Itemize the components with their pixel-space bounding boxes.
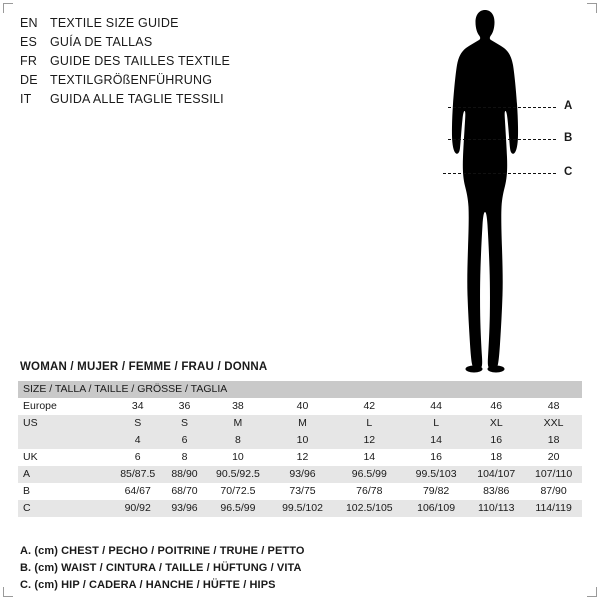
table-cell: 85/87.5: [111, 466, 164, 483]
measure-line-b: [448, 139, 556, 140]
table-cell: 18: [467, 449, 525, 466]
table-cell: L: [334, 415, 405, 432]
note-waist: B. (cm) WAIST / CINTURA / TAILLE / HÜFTUNG / VITA: [20, 562, 302, 574]
table-cell: 90.5/92.5: [205, 466, 272, 483]
table-cell: 88/90: [164, 466, 204, 483]
table-cell: 96.5/99: [205, 500, 272, 517]
table-cell: 6: [164, 432, 204, 449]
table-row: [18, 415, 582, 432]
table-cell: 20: [525, 449, 582, 466]
table-row: [18, 432, 582, 449]
note-hip: C. (cm) HIP / CADERA / HANCHE / HÜFTE / HIPS: [20, 579, 276, 591]
table-cell: 8: [205, 432, 272, 449]
table-row: [18, 483, 582, 500]
table-cell: 6: [111, 449, 164, 466]
measure-label-c: C: [564, 166, 573, 178]
table-cell: 4: [111, 432, 164, 449]
table-cell: XXL: [525, 415, 582, 432]
table-cell: 114/119: [525, 500, 582, 517]
table-cell: 36: [164, 398, 204, 415]
table-row: [18, 500, 582, 517]
table-cell: XL: [467, 415, 525, 432]
row-label: B: [18, 483, 111, 500]
table-cell: M: [205, 415, 272, 432]
table-cell: 68/70: [164, 483, 204, 500]
measurement-figure: [380, 8, 590, 378]
language-row: [20, 14, 350, 33]
table-cell: 87/90: [525, 483, 582, 500]
section-heading: WOMAN / MUJER / FEMME / FRAU / DONNA: [20, 361, 268, 373]
table-cell: 83/86: [467, 483, 525, 500]
table-row: [18, 449, 582, 466]
table-cell: 104/107: [467, 466, 525, 483]
table-cell: 14: [405, 432, 467, 449]
female-silhouette-icon: [430, 8, 540, 373]
table-cell: 64/67: [111, 483, 164, 500]
table-cell: 40: [271, 398, 333, 415]
table-cell: 79/82: [405, 483, 467, 500]
table-cell: 110/113: [467, 500, 525, 517]
table-cell: 107/110: [525, 466, 582, 483]
language-code: IT: [20, 92, 32, 106]
table-header-cell: SIZE / TALLA / TAILLE / GRÖSSE / TAGLIA: [18, 381, 582, 398]
table-cell: S: [164, 415, 204, 432]
measurement-notes: [20, 543, 520, 594]
table-cell: 48: [525, 398, 582, 415]
table-cell: 10: [271, 432, 333, 449]
table-cell: L: [405, 415, 467, 432]
measure-line-a: [448, 107, 556, 108]
row-label: US: [18, 415, 111, 432]
row-label: [18, 432, 111, 449]
table-cell: 44: [405, 398, 467, 415]
language-code: FR: [20, 54, 38, 68]
language-code: DE: [20, 73, 38, 87]
row-label: Europe: [18, 398, 111, 415]
table-cell: 76/78: [334, 483, 405, 500]
table-cell: 70/72.5: [205, 483, 272, 500]
table-header-row: [18, 381, 582, 398]
table-cell: 8: [164, 449, 204, 466]
table-cell: 99.5/103: [405, 466, 467, 483]
table-row: [18, 466, 582, 483]
table-cell: 16: [467, 432, 525, 449]
table-cell: 16: [405, 449, 467, 466]
language-title: GUIDE DES TAILLES TEXTILE: [50, 54, 231, 68]
note-chest: A. (cm) CHEST / PECHO / POITRINE / TRUHE / PETTO: [20, 545, 305, 557]
measure-line-c: [443, 173, 556, 174]
language-row: [20, 90, 350, 109]
measure-label-a: A: [564, 100, 573, 112]
size-table: [18, 381, 582, 517]
table-cell: 73/75: [271, 483, 333, 500]
language-title: GUÍA DE TALLAS: [50, 35, 153, 49]
corner-mark-bottom-left: [3, 587, 13, 597]
table-cell: 18: [525, 432, 582, 449]
language-title-list: [20, 14, 350, 109]
table-cell: 90/92: [111, 500, 164, 517]
table-row: [18, 398, 582, 415]
table-cell: 14: [334, 449, 405, 466]
language-title: GUIDA ALLE TAGLIE TESSILI: [50, 92, 224, 106]
corner-mark-top-left: [3, 3, 13, 13]
table-cell: S: [111, 415, 164, 432]
table-cell: 38: [205, 398, 272, 415]
language-code: EN: [20, 16, 38, 30]
table-cell: M: [271, 415, 333, 432]
table-cell: 93/96: [271, 466, 333, 483]
table-cell: 93/96: [164, 500, 204, 517]
row-label: UK: [18, 449, 111, 466]
table-cell: 46: [467, 398, 525, 415]
language-code: ES: [20, 35, 38, 49]
table-cell: 106/109: [405, 500, 467, 517]
measure-label-b: B: [564, 132, 573, 144]
row-label: C: [18, 500, 111, 517]
language-title: TEXTILE SIZE GUIDE: [50, 16, 179, 30]
table-cell: 12: [271, 449, 333, 466]
table-cell: 10: [205, 449, 272, 466]
language-row: [20, 52, 350, 71]
table-cell: 102.5/105: [334, 500, 405, 517]
row-label: A: [18, 466, 111, 483]
table-cell: 99.5/102: [271, 500, 333, 517]
language-row: [20, 33, 350, 52]
table-cell: 42: [334, 398, 405, 415]
language-row: [20, 71, 350, 90]
table-cell: 12: [334, 432, 405, 449]
table-cell: 34: [111, 398, 164, 415]
language-title: TEXTILGRÖßENFÜHRUNG: [50, 73, 213, 87]
corner-mark-bottom-right: [587, 587, 597, 597]
table-cell: 96.5/99: [334, 466, 405, 483]
